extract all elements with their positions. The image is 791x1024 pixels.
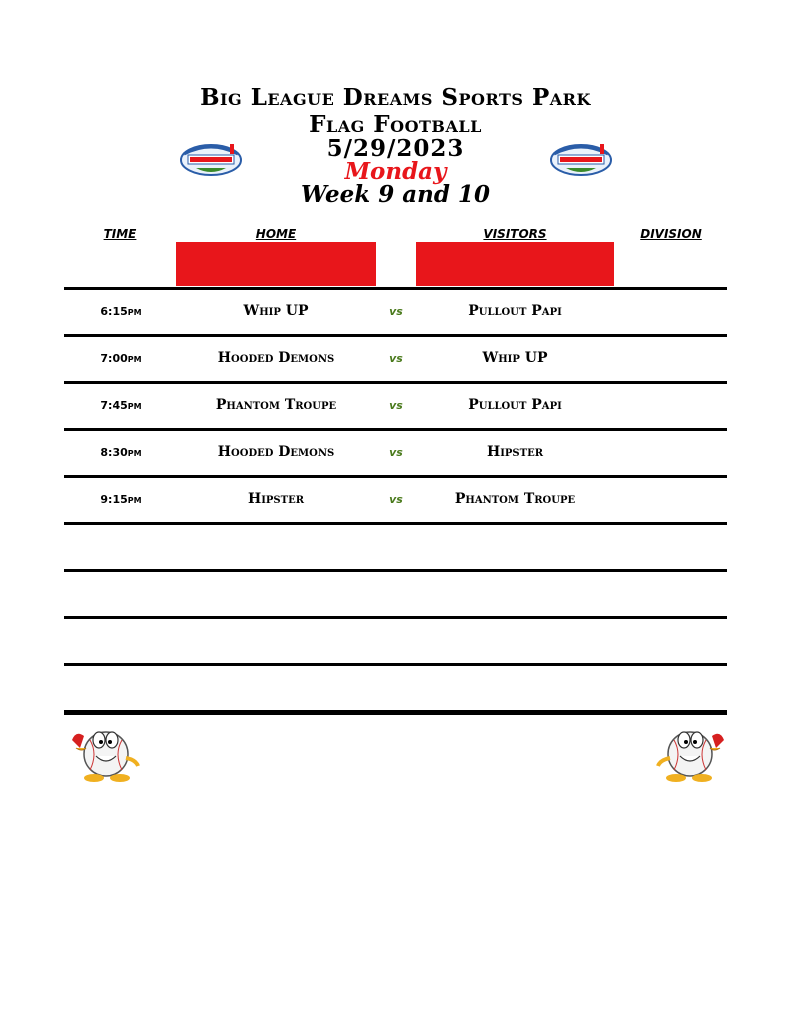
game-time: 7:00pm: [100, 352, 142, 365]
sport-title: Flag Football: [309, 111, 482, 138]
game-time: 7:45pm: [100, 399, 142, 412]
column-header-visitors: VISITORS: [483, 227, 547, 241]
home-team: Phantom Troupe: [215, 397, 337, 413]
table-divider: [64, 381, 727, 384]
table-divider: [64, 522, 727, 525]
game-time: 9:15pm: [100, 493, 142, 506]
big-league-dreams-logo-icon: [548, 140, 614, 178]
table-divider: [64, 334, 727, 337]
baseball-mascot-icon: [66, 718, 144, 784]
home-header-bar: [176, 242, 376, 286]
home-team: Hooded Demons: [217, 350, 335, 366]
vs-label: vs: [389, 399, 403, 412]
visitor-team: Hipster: [486, 444, 544, 460]
table-divider: [64, 663, 727, 666]
visitor-team: Whip UP: [482, 350, 548, 366]
game-time: 6:15pm: [100, 305, 142, 318]
home-team: Hooded Demons: [217, 444, 335, 460]
visitor-team: Phantom Troupe: [454, 491, 576, 507]
vs-label: vs: [389, 352, 403, 365]
home-team: Whip UP: [243, 303, 309, 319]
table-divider: [64, 616, 727, 619]
table-divider: [64, 475, 727, 478]
visitor-team: Pullout Papi: [468, 303, 562, 319]
baseball-mascot-icon: [652, 718, 730, 784]
column-header-home: HOME: [255, 227, 297, 241]
vs-label: vs: [389, 446, 403, 459]
table-divider: [64, 287, 727, 290]
schedule-week: Week 9 and 10: [301, 181, 490, 208]
table-bottom-border: [64, 710, 727, 715]
column-header-time: TIME: [103, 227, 137, 241]
visitor-team: Pullout Papi: [468, 397, 562, 413]
big-league-dreams-logo-icon: [178, 140, 244, 178]
schedule-day: Monday: [344, 158, 447, 185]
home-team: Hipster: [247, 491, 305, 507]
vs-label: vs: [389, 305, 403, 318]
table-divider: [64, 428, 727, 431]
column-header-division: DIVISION: [640, 227, 702, 241]
visitors-header-bar: [416, 242, 614, 286]
vs-label: vs: [389, 493, 403, 506]
table-divider: [64, 569, 727, 572]
park-title: Big League Dreams Sports Park: [200, 84, 591, 111]
schedule-date: 5/29/2023: [326, 135, 465, 162]
game-time: 8:30pm: [100, 446, 142, 459]
